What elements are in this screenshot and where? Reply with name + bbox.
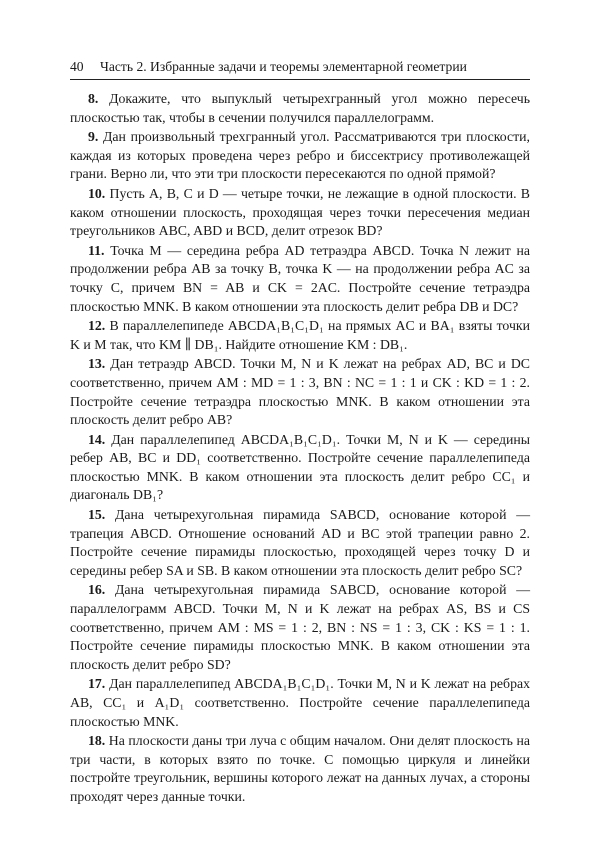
problem-14 bbox=[70, 431, 530, 505]
problem-text: На плоскости даны три луча с общим началом. Они делят плоскость на три части, в которых взято по точке. С помощью циркуля и линейки постройте треугольник, вершины которого лежат на данных лучах, а стороны проходят через данные точки. bbox=[70, 733, 530, 804]
problem-text: Дана четырехугольная пирамида SABCD, основание которой — параллелограмм ABCD. Точки M, N и K лежат на ребрах AS, BS и CS соответственно, причем AM : MS = 1 : 2, BN : NS = 1 : 3, CK : KS = 1 : 1. Постройте сечение пирамиды плоскостью MNK. В каком отношении эта плоскость делит ребро SD? bbox=[70, 582, 530, 672]
problem-15 bbox=[70, 506, 530, 580]
problem-9 bbox=[70, 128, 530, 184]
problems-list bbox=[70, 90, 530, 807]
page-number: 40 bbox=[70, 59, 84, 74]
problem-number: 11. bbox=[88, 242, 105, 258]
problem-11 bbox=[70, 242, 530, 316]
problem-text: Дан параллелепипед ABCDA₁B₁C₁D₁. Точки M, N и K — середины ребер AB, BC и DD₁ соответственно. Постройте сечение параллелепипеда плоскостью MNK. В каком отношении эта плоскость делит ребро CC₁ и диагональ DB₁? bbox=[70, 431, 531, 503]
problem-number: 17. bbox=[88, 676, 106, 692]
running-title: Часть 2. Избранные задачи и теоремы элементарной геометрии bbox=[100, 59, 467, 74]
problem-8 bbox=[70, 90, 530, 127]
problem-text: Докажите, что выпуклый четырехгранный угол можно пересечь плоскостью так, чтобы в сечении получился параллелограмм. bbox=[70, 91, 530, 125]
problem-number: 12. bbox=[88, 318, 106, 334]
problem-text: Дан тетраэдр ABCD. Точки M, N и K лежат на ребрах AD, BC и DC соответственно, причем AM : MD = 1 : 3, BN : NC = 1 : 1 и CK : KD = 1 : 2. Постройте сечение тетраэдра плоскостью MNK. В каком отношении эта плоскость делит ребро AB? bbox=[70, 356, 530, 428]
problem-10 bbox=[70, 185, 530, 241]
problem-number: 18. bbox=[88, 733, 106, 749]
problem-18 bbox=[70, 732, 530, 806]
problem-16 bbox=[70, 581, 530, 674]
problem-text: В параллелепипеде ABCDA₁B₁C₁D₁ на прямых AC и BA₁ взяты точки K и M так, что KM ∥ DB₁. Найдите отношение KM : DB₁. bbox=[70, 318, 530, 352]
problem-number: 8. bbox=[88, 91, 99, 106]
problem-text: Дан параллелепипед ABCDA₁B₁C₁D₁. Точки M, N и K лежат на ребрах AB, CC₁ и A₁D₁ соответственно. Постройте сечение параллелепипеда плоскостью MNK. bbox=[70, 676, 530, 729]
problem-17 bbox=[70, 675, 530, 731]
problem-number: 14. bbox=[88, 431, 106, 447]
page-header bbox=[70, 58, 530, 75]
problem-13 bbox=[70, 355, 530, 429]
problem-text: Пусть A, B, C и D — четыре точки, не лежащие в одной плоскости. В каком отношении плоскость, проходящая через точки пересечения медиан треугольников ABC, ABD и BCD, делит отрезок BD? bbox=[70, 185, 530, 239]
problem-number: 9. bbox=[88, 129, 99, 145]
problem-text: Точка M — середина ребра AD тетраэдра ABCD. Точка N лежит на продолжении ребра AB за точку B, точка K — на продолжении ребра AC за точку C, причем BN = AB и CK = 2AC. Постройте сечение тетраэдра плоскостью MNK. В каком отношении эта плоскость делит ребра DB и DC? bbox=[70, 242, 531, 314]
problem-number: 13. bbox=[88, 356, 106, 372]
problem-text: Дан произвольный трехгранный угол. Рассматриваются три плоскости, каждая из которых проведена через ребро и биссектрису противолежащей грани. Верно ли, что эти три плоскости пересекаются по одной прямой? bbox=[70, 129, 530, 182]
problem-number: 10. bbox=[88, 185, 106, 201]
problem-number: 15. bbox=[88, 507, 106, 523]
problem-number: 16. bbox=[88, 582, 106, 598]
problem-text: Дана четырехугольная пирамида SABCD, основание которой — трапеция ABCD. Отношение оснований AD и BC этой трапеции равно 2. Постройте сечение пирамиды плоскостью, проходящей через точку D и середины ребер SA и SB. В каком отношении эта плоскость делит ребро SC? bbox=[70, 507, 530, 578]
problem-12 bbox=[70, 317, 530, 354]
header-rule bbox=[70, 79, 530, 80]
